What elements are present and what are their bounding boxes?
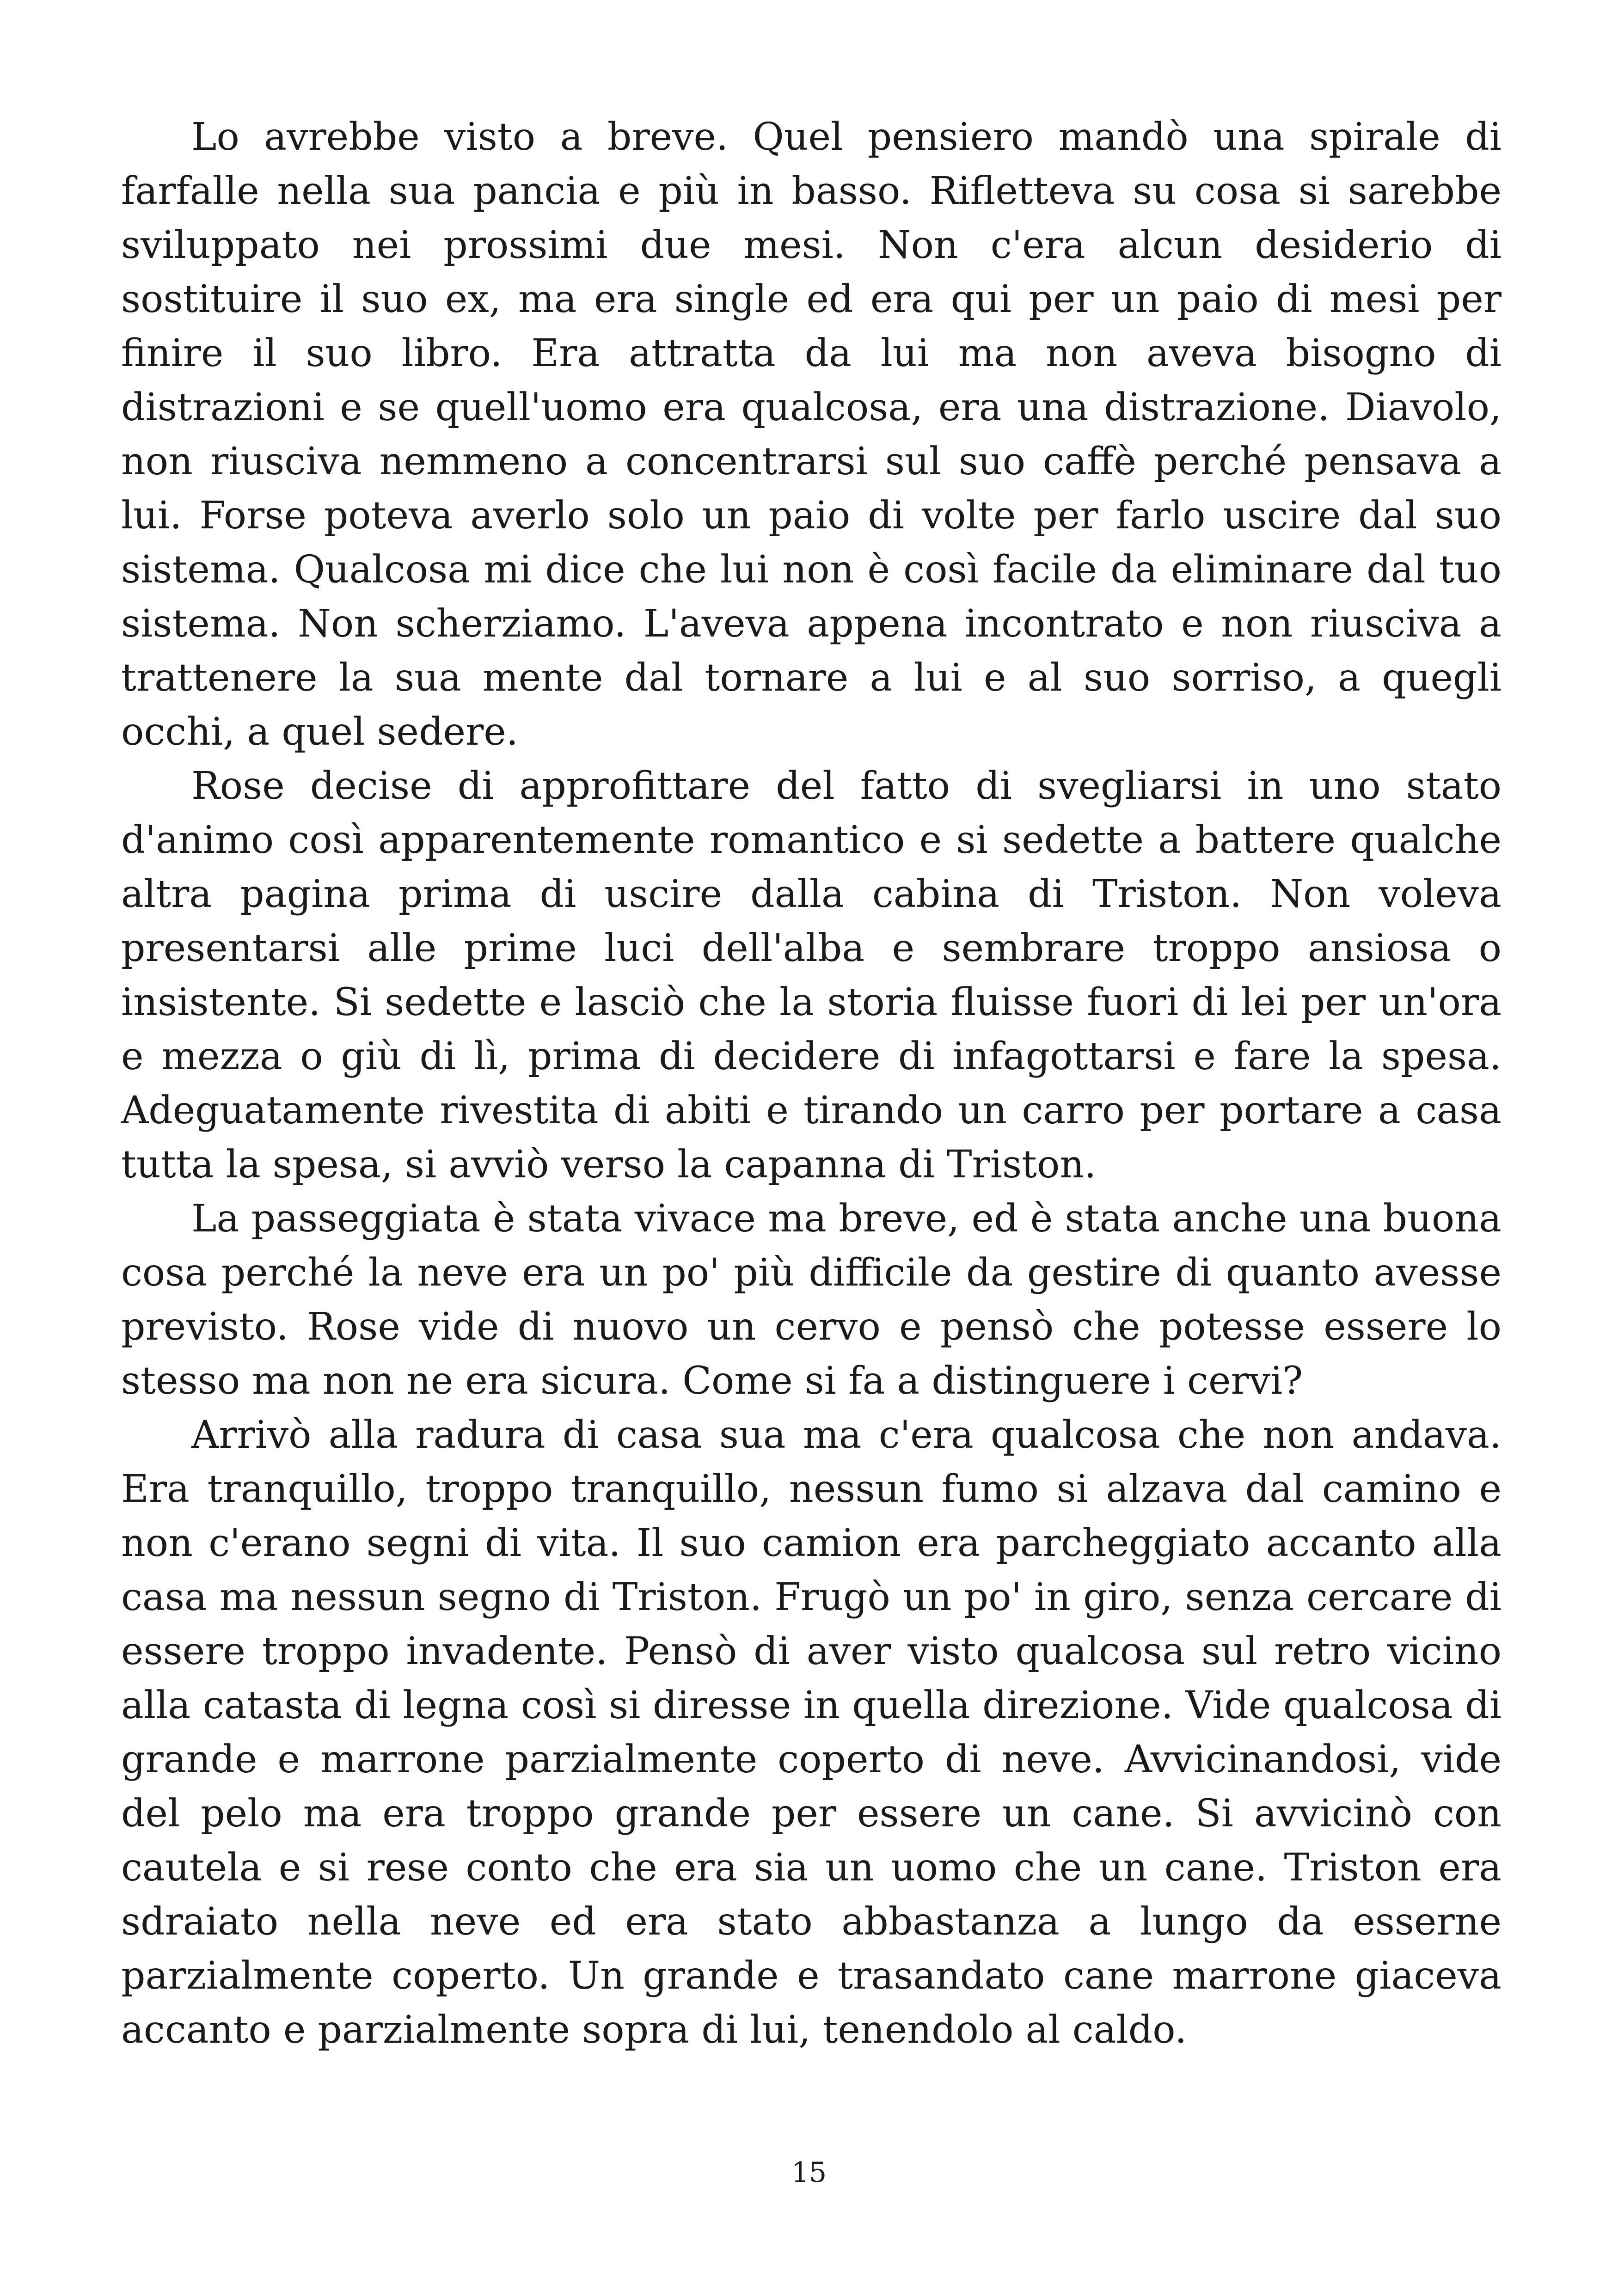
paragraph: Rose decise di approfittare del fatto di svegliarsi in uno stato d'animo così apparentemente romantico e si sedette a battere qualche altra pagina prima di uscire dalla cabina di Triston. Non voleva presentarsi alle prime luci dell'alba e sembrare troppo ansiosa o insistente. Si sedette e lasciò che la storia fluisse fuori di lei per un'ora e mezza o giù di lì, prima di decidere di infagottarsi e fare la spesa. Adeguatamente rivestita di abiti e tirando un carro per portare a casa tutta la spesa, si avviò verso la capanna di Triston. bbox=[121, 764, 1502, 1187]
body-text bbox=[121, 110, 1502, 2057]
paragraph: La passeggiata è stata vivace ma breve, ed è stata anche una buona cosa perché la neve era un po' più difficile da gestire di quanto avesse previsto. Rose vide di nuovo un cervo e pensò che potesse essere lo stesso ma non ne era sicura. Come si fa a distinguere i cervi? bbox=[121, 1197, 1502, 1403]
page-number: 15 bbox=[791, 2156, 827, 2189]
paragraph: Lo avrebbe visto a breve. Quel pensiero mandò una spirale di farfalle nella sua pancia e più in basso. Rifletteva su cosa si sarebbe sviluppato nei prossimi due mesi. Non c'era alcun desiderio di sostituire il suo ex, ma era single ed era qui per un paio di mesi per finire il suo libro. Era attratta da lui ma non aveva bisogno di distrazioni e se quell'uomo era qualcosa, era una distrazione. Diavolo, non riusciva nemmeno a concentrarsi sul suo caffè perché pensava a lui. Forse poteva averlo solo un paio di volte per farlo uscire dal suo sistema. Qualcosa mi dice che lui non è così facile da eliminare dal tuo sistema. Non scherziamo. L'aveva appena incontrato e non riusciva a trattenere la sua mente dal tornare a lui e al suo sorriso, a quegli occhi, a quel sedere. bbox=[121, 115, 1502, 754]
paragraph: Arrivò alla radura di casa sua ma c'era qualcosa che non andava. Era tranquillo, troppo tranquillo, nessun fumo si alzava dal camino e non c'erano segni di vita. Il suo camion era parcheggiato accanto alla casa ma nessun segno di Triston. Frugò un po' in giro, senza cercare di essere troppo invadente. Pensò di aver visto qualcosa sul retro vicino alla catasta di legna così si diresse in quella direzione. Vide qualcosa di grande e marrone parzialmente coperto di neve. Avvicinandosi, vide del pelo ma era troppo grande per essere un cane. Si avvicinò con cautela e si rese conto che era sia un uomo che un cane. Triston era sdraiato nella neve ed era stato abbastanza a lungo da esserne parzialmente coperto. Un grande e trasandato cane marrone giaceva accanto e parzialmente sopra di lui, tenendolo al caldo. bbox=[121, 1413, 1502, 2052]
